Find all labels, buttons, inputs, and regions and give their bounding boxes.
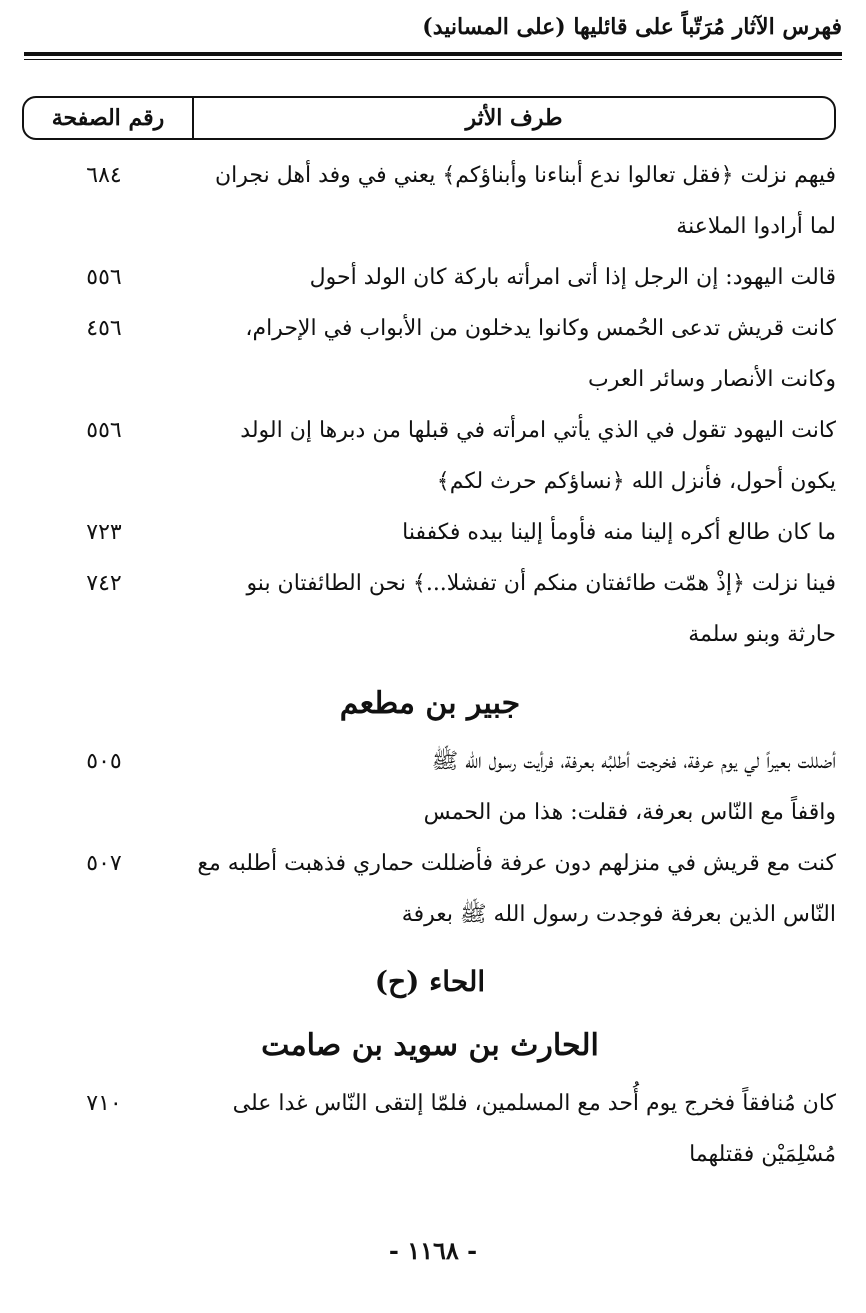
- entry-page-number: ٤٥٦: [86, 316, 122, 341]
- entry-line: النّاس الذين بعرفة فوجدت رسول الله ﷺ بعرفة: [401, 902, 836, 927]
- entries-list: [24, 150, 836, 1180]
- entry-page-number: ٥٥٦: [86, 265, 122, 290]
- entry-line: كانت اليهود تقول في الذي يأتي امرأته في قبلها من دبرها إن الولد: [240, 418, 836, 443]
- index-entry: [24, 507, 836, 558]
- entry-text: [224, 507, 836, 558]
- entry-page-number: ٥٠٥: [86, 749, 122, 774]
- index-entry: [24, 558, 836, 660]
- entry-line: لما أرادوا الملاعنة: [676, 214, 836, 239]
- entry-text: [224, 252, 836, 303]
- entry-page-number: ٧٢٣: [86, 520, 122, 545]
- entry-text: [197, 838, 836, 940]
- entry-line: حارثة وبنو سلمة: [688, 622, 836, 647]
- entry-line: واقفاً مع النّاس بعرفة، فقلت: هذا من الحمس: [423, 800, 836, 825]
- entry-text: [224, 736, 836, 838]
- column-header-text: طرف الأثر: [465, 105, 563, 131]
- index-entry: [24, 736, 836, 838]
- entry-line: وكانت الأنصار وسائر العرب: [588, 367, 836, 392]
- index-entry: [24, 303, 836, 405]
- entry-line: يكون أحول، فأنزل الله ﴿نساؤكم حرث لكم﴾: [436, 469, 836, 494]
- entry-line: كانت قريش تدعى الحُمس وكانوا يدخلون من الأبواب في الإحرام،: [245, 316, 836, 341]
- column-header-page: رقم الصفحة: [24, 98, 194, 138]
- entry-line: أضللت بعيراً لي يوم عرفة، فخرجت أطلبُه بعرفة، فرأيت رسول الله ﷺ: [431, 749, 836, 774]
- entry-text: [224, 303, 836, 405]
- running-head: فهرس الآثار مُرَتّباً على قائليها (على المسانيد): [422, 14, 842, 40]
- entry-text: [215, 150, 836, 252]
- entry-line: قالت اليهود: إن الرجل إذا أتى امرأته باركة كان الولد أحول: [309, 265, 836, 290]
- entry-page-number: ٧٤٢: [86, 571, 122, 596]
- section-heading: الحارث بن سويد بن صامت: [261, 1028, 599, 1063]
- entry-page-number: ٥٥٦: [86, 418, 122, 443]
- index-entry: [24, 1078, 836, 1180]
- entry-line: كنت مع قريش في منزلهم دون عرفة فأضللت حماري فذهبت أطلبه مع: [197, 851, 836, 876]
- entry-line: ما كان طالع أكره إلينا منه فأومأ إلينا بيده فكففنا: [402, 520, 836, 545]
- index-entry: [24, 150, 836, 252]
- entry-page-number: ٧١٠: [86, 1091, 122, 1116]
- column-header-box: [22, 96, 836, 140]
- page-number: - ١١٦٨ -: [388, 1236, 478, 1265]
- index-entry: [24, 252, 836, 303]
- header-rule-thick: [24, 52, 842, 56]
- entry-line: فينا نزلت ﴿إذْ همّت طائفتان منكم أن تفشلا...﴾ نحن الطائفتان بنو: [246, 571, 836, 596]
- entry-page-number: ٥٠٧: [86, 851, 122, 876]
- section-heading: جبير بن مطعم: [339, 686, 521, 721]
- header-rule-thin: [24, 59, 842, 60]
- entry-line: فيهم نزلت ﴿فقل تعالوا ندع أبناءنا وأبناؤكم﴾ يعني في وفد أهل نجران: [215, 163, 836, 188]
- entry-text: [224, 1078, 836, 1180]
- entry-page-number: ٦٨٤: [86, 163, 122, 188]
- entry-text: [224, 405, 836, 507]
- entry-line: مُسْلِمَيْن فقتلهما: [689, 1142, 836, 1167]
- entry-line: كان مُنافقاً فخرج يوم أُحد مع المسلمين، فلمّا إلتقى النّاس غدا على: [232, 1091, 836, 1116]
- index-entry: [24, 405, 836, 507]
- section-heading: الحاء (ح): [374, 965, 486, 998]
- index-entry: [24, 838, 836, 940]
- entry-text: [224, 558, 836, 660]
